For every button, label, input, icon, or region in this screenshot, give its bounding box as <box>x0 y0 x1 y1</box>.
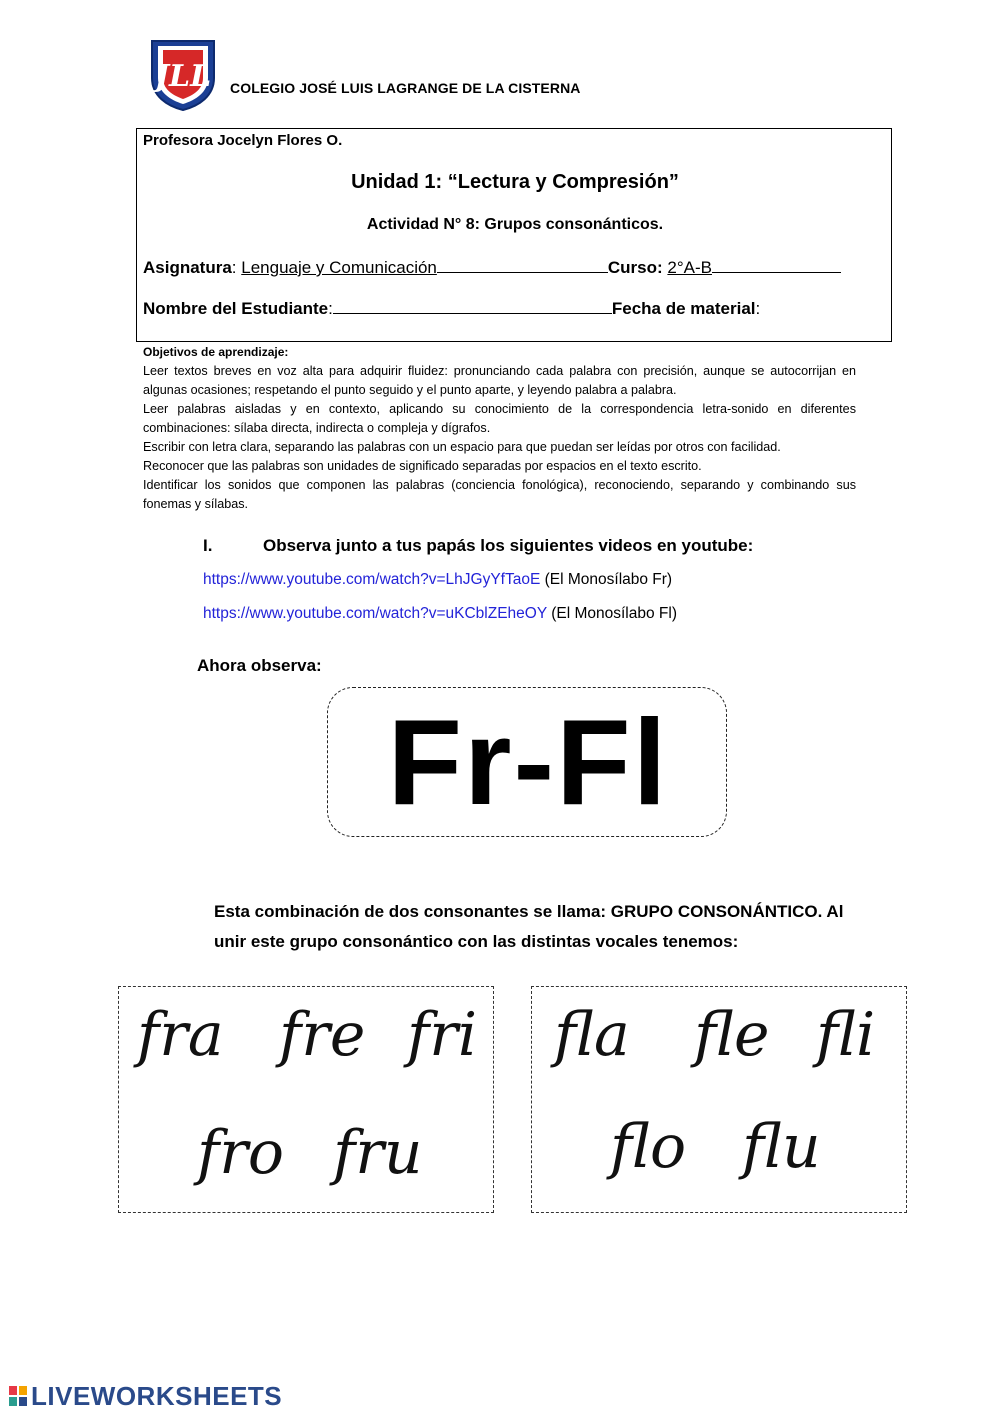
subject-blank <box>437 258 608 273</box>
section-number: I. <box>203 536 213 555</box>
liveworksheets-brand: LIVEWORKSHEETS <box>31 1381 283 1411</box>
subject-course-row: Asignatura: Lenguaje y Comunicación Curso: 2°A-B <box>143 258 841 278</box>
observe-label: Ahora observa: <box>197 656 322 675</box>
teacher-name: Profesora Jocelyn Flores O. <box>143 132 343 149</box>
consonant-group-text: Fr-Fl <box>387 694 669 830</box>
date-label: Fecha de material <box>611 299 756 318</box>
video-note-fl: (El Monosílabo Fl) <box>551 605 677 622</box>
course-label: Curso: <box>607 258 663 277</box>
fl-syllables-box <box>531 986 907 1213</box>
consonant-group-box <box>327 687 727 837</box>
syllable-fra: fra <box>137 1000 224 1070</box>
video-note-fr: (El Monosílabo Fr) <box>544 571 673 588</box>
objective-item: Leer palabras aisladas y en contexto, aplicando su conocimiento de la correspondencia letra-sonido en diferentes combinaciones: sílaba directa, indirecta o compleja y dígrafos. <box>143 402 856 435</box>
syllable-fla: fla <box>554 1000 630 1070</box>
objective-item: Reconocer que las palabras son unidades de significado separadas por espacios en el texto escrito. <box>143 459 702 473</box>
course-blank <box>712 258 841 273</box>
syllable-flo: flo <box>610 1112 687 1182</box>
school-name: COLEGIO JOSÉ LUIS LAGRANGE DE LA CISTERNA <box>230 80 581 96</box>
section-title: Observa junto a tus papás los siguientes videos en youtube: <box>263 536 754 555</box>
objective-item: Identificar los sonidos que componen las palabras (conciencia fonológica), reconociendo, separando y combinando sus fonemas y sílabas. <box>143 478 856 511</box>
syllable-fro: fro <box>197 1118 285 1188</box>
student-name-blank[interactable] <box>333 299 612 314</box>
youtube-link-fr[interactable]: https://www.youtube.com/watch?v=LhJGyYfTaoE <box>203 571 541 588</box>
info-box <box>136 128 892 342</box>
school-crest-logo <box>149 38 217 112</box>
syllable-fru: fru <box>333 1118 423 1188</box>
syllable-fre: fre <box>279 1000 366 1070</box>
video-link-row-fr <box>203 571 672 589</box>
liveworksheets-logo-icon <box>8 1384 28 1408</box>
objectives-title: Objetivos de aprendizaje: <box>143 345 289 359</box>
activity-title: Actividad N° 8: Grupos consonánticos. <box>366 216 664 233</box>
unit-title: Unidad 1: “Lectura y Compresión” <box>351 171 679 193</box>
youtube-link-fl[interactable]: https://www.youtube.com/watch?v=uKCblZEheOY <box>203 605 547 622</box>
liveworksheets-footer[interactable] <box>8 1381 282 1412</box>
objective-item: Escribir con letra clara, separando las palabras con un espacio para que puedan ser leídas por otros con facilidad. <box>143 440 781 454</box>
crest-letters: JLL <box>154 59 212 94</box>
syllable-fli: fli <box>816 1000 876 1070</box>
subject-label: Asignatura <box>143 258 232 277</box>
syllable-flu: flu <box>742 1112 821 1182</box>
video-link-row-fl <box>203 605 677 623</box>
syllable-fle: fle <box>694 1000 770 1070</box>
explanation-text: Esta combinación de dos consonantes se llama: GRUPO CONSONÁNTICO. Al unir este grupo consonántico con las distintas vocales tenemos: <box>214 902 844 951</box>
objective-item: Leer textos breves en voz alta para adquirir fluidez: pronunciando cada palabra con precisión, aunque se autocorrijan en algunas ocasiones; respetando el punto seguido y el punto aparte, y leyendo palabra a palabra. <box>143 364 856 397</box>
objectives-list <box>143 362 856 514</box>
student-label: Nombre del Estudiante <box>143 299 329 318</box>
course-value: 2°A-B <box>667 258 712 277</box>
subject-value: Lenguaje y Comunicación <box>241 258 437 277</box>
fr-syllables-box <box>118 986 494 1213</box>
student-date-row: Nombre del Estudiante: Fecha de material: <box>143 299 761 318</box>
syllable-fri: fri <box>407 1000 478 1070</box>
